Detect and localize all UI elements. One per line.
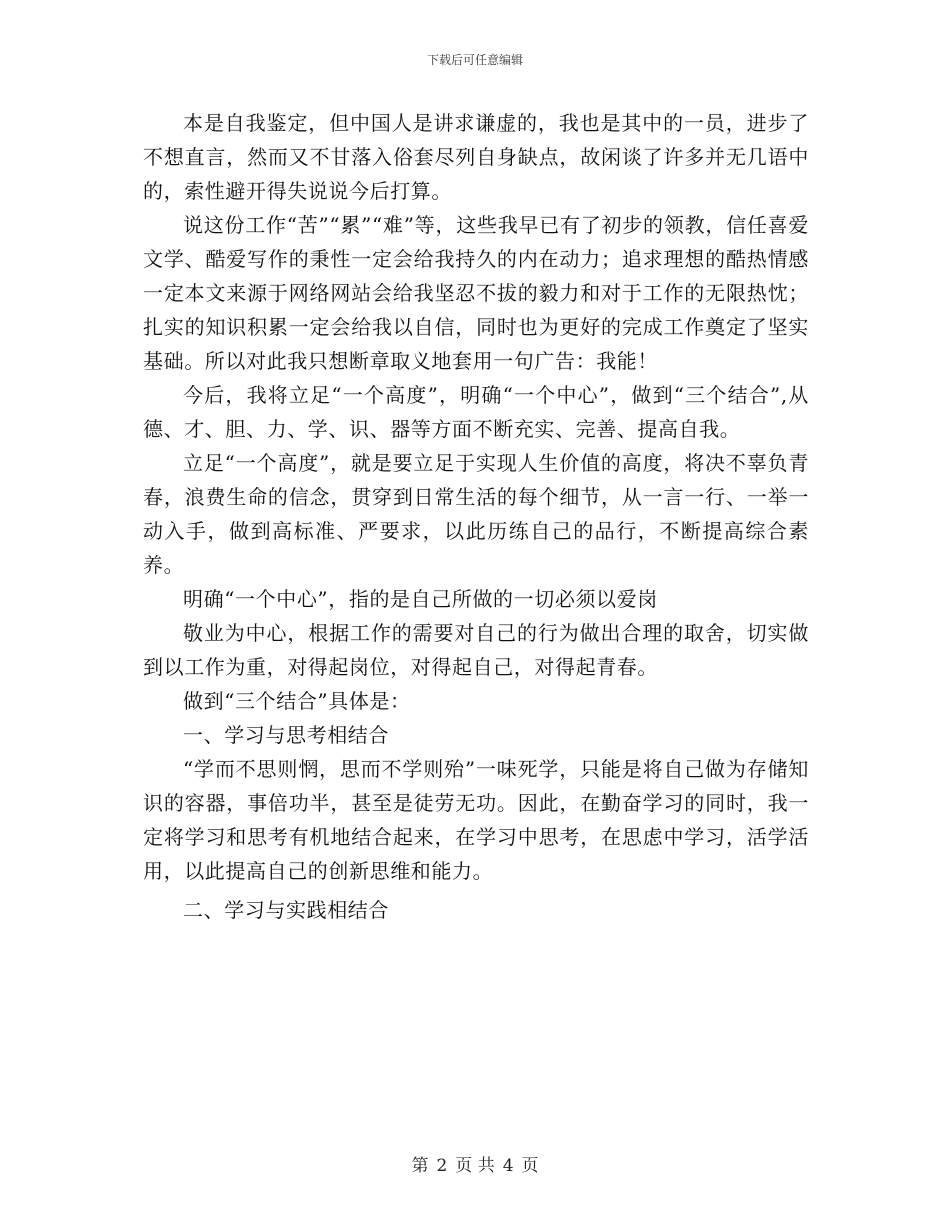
page-number-footer	[0, 1155, 950, 1177]
heading-study-and-thinking: 一、学习与思考相结合	[183, 723, 389, 747]
paragraph-one-center-continued: 敬业为中心，根据工作的需要对自己的行为做出合理的取舍，切实做到以工作为重，对得起岗位，对得起自己，对得起青春。	[143, 621, 809, 679]
footer-prefix: 第	[411, 1156, 429, 1176]
footer-current-page: 2	[436, 1156, 448, 1176]
footer-total-pages: 4	[502, 1156, 514, 1176]
paragraph-future-plan: 今后，我将立足“一个高度”，明确“一个中心”，做到“三个结合”,从德、才、胆、力、学、识、器等方面不断充实、完善、提高自我。	[143, 383, 809, 441]
document-body	[143, 106, 809, 927]
paragraph-job-difficulties: 说这份工作“苦”“累”“难”等，这些我早已有了初步的领教，信任喜爱文学、酷爱写作的秉性一定会给我持久的内在动力；追求理想的酷热情感一定本文来源于网络网站会给我坚忍不拔的毅力和对于工作的无限热忱；扎实的知识积累一定会给我以自信，同时也为更好的完成工作奠定了坚实基础。所以对此我只想断章取义地套用一句广告：我能！	[143, 213, 809, 373]
page-header-note: 下载后可任意编辑	[426, 53, 523, 67]
paragraph-three-combinations: 做到“三个结合”具体是：	[183, 689, 411, 713]
paragraph-self-assessment-intro: 本是自我鉴定，但中国人是讲求谦虚的，我也是其中的一员，进步了不想直言，然而又不甘落入俗套尽列自身缺点，故闲谈了许多并无几语中的，索性避开得失说说今后打算。	[143, 111, 809, 203]
paragraph-study-and-thinking: “学而不思则惘，思而不学则殆”一味死学，只能是将自己做为存储知识的容器，事倍功半，甚至是徒劳无功。因此，在勤奋学习的同时，我一定将学习和思考有机地结合起来，在学习中思考，在思虑中学习，活学活用，以此提高自己的创新思维和能力。	[143, 757, 809, 883]
heading-study-and-practice: 二、学习与实践相结合	[183, 898, 389, 922]
paragraph-one-center: 明确“一个中心”，指的是自己所做的一切必须以爱岗	[183, 587, 658, 611]
paragraph-one-height: 立足“一个高度”，就是要立足于实现人生价值的高度，将决不辜负青春，浪费生命的信念，贯穿到日常生活的每个细节，从一言一行、一举一动入手，做到高标准、严要求，以此历练自己的品行，不断提高综合素养。	[143, 451, 809, 577]
footer-middle: 页 共	[455, 1156, 495, 1176]
footer-suffix: 页	[521, 1156, 539, 1176]
